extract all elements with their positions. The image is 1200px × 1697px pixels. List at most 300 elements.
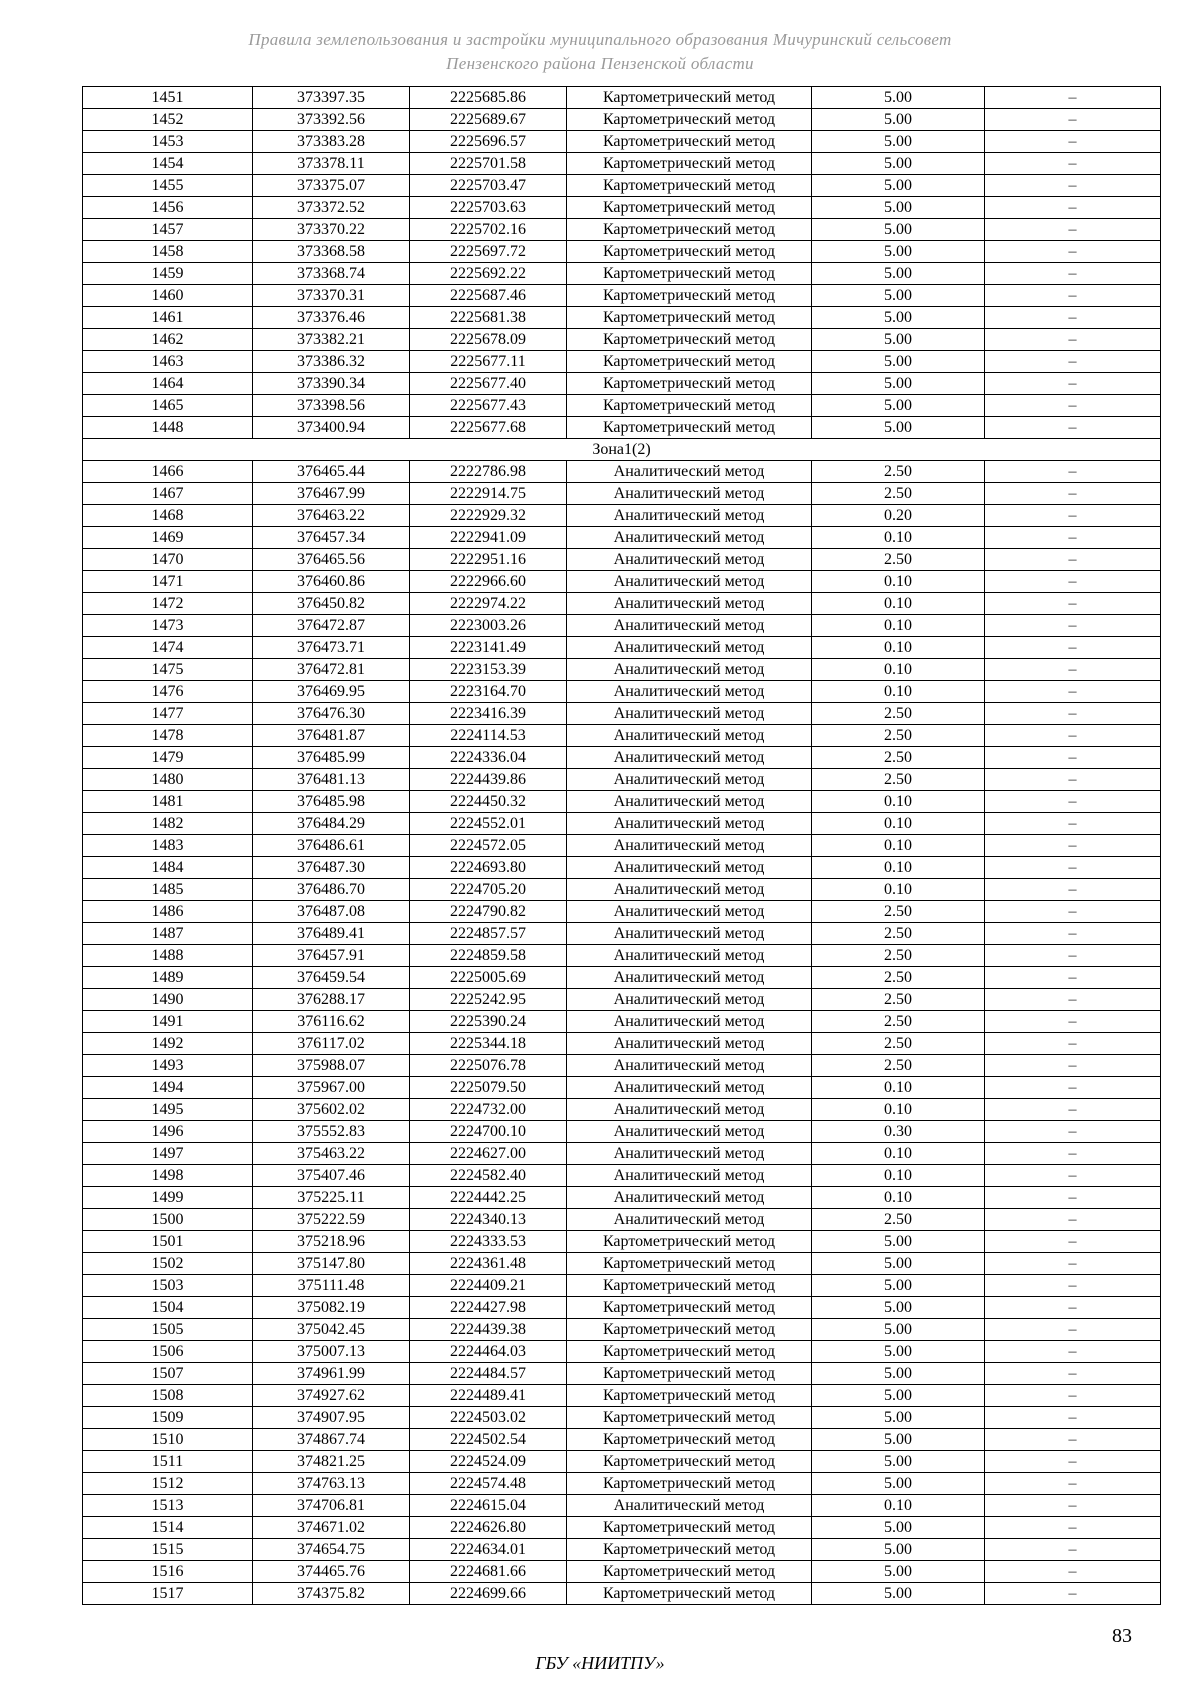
point-number-cell: 1464 (83, 373, 253, 395)
extra-cell: – (985, 1583, 1161, 1605)
precision-cell: 2.50 (812, 483, 985, 505)
y-coordinate-cell: 2225076.78 (410, 1055, 567, 1077)
table-row (83, 461, 1161, 483)
table-row (83, 769, 1161, 791)
x-coordinate-cell: 376467.99 (253, 483, 410, 505)
table-row (83, 1561, 1161, 1583)
y-coordinate-cell: 2225390.24 (410, 1011, 567, 1033)
extra-cell: – (985, 549, 1161, 571)
precision-cell: 5.00 (812, 1539, 985, 1561)
point-number-cell: 1486 (83, 901, 253, 923)
extra-cell: – (985, 461, 1161, 483)
table-row (83, 967, 1161, 989)
method-cell: Картометрический метод (567, 1561, 812, 1583)
table-row (83, 197, 1161, 219)
y-coordinate-cell: 2224574.48 (410, 1473, 567, 1495)
precision-cell: 5.00 (812, 263, 985, 285)
table-row (83, 219, 1161, 241)
y-coordinate-cell: 2224524.09 (410, 1451, 567, 1473)
table-row (83, 153, 1161, 175)
method-cell: Аналитический метод (567, 1055, 812, 1077)
precision-cell: 5.00 (812, 153, 985, 175)
point-number-cell: 1485 (83, 879, 253, 901)
y-coordinate-cell: 2223416.39 (410, 703, 567, 725)
y-coordinate-cell: 2224582.40 (410, 1165, 567, 1187)
point-number-cell: 1471 (83, 571, 253, 593)
x-coordinate-cell: 376465.44 (253, 461, 410, 483)
table-row (83, 945, 1161, 967)
y-coordinate-cell: 2223003.26 (410, 615, 567, 637)
table-row (83, 1055, 1161, 1077)
extra-cell: – (985, 571, 1161, 593)
method-cell: Аналитический метод (567, 813, 812, 835)
table-row (83, 1363, 1161, 1385)
x-coordinate-cell: 375222.59 (253, 1209, 410, 1231)
x-coordinate-cell: 374821.25 (253, 1451, 410, 1473)
extra-cell: – (985, 153, 1161, 175)
y-coordinate-cell: 2225696.57 (410, 131, 567, 153)
table-row (83, 659, 1161, 681)
x-coordinate-cell: 375602.02 (253, 1099, 410, 1121)
x-coordinate-cell: 374907.95 (253, 1407, 410, 1429)
extra-cell: – (985, 681, 1161, 703)
extra-cell: – (985, 593, 1161, 615)
y-coordinate-cell: 2224634.01 (410, 1539, 567, 1561)
method-cell: Аналитический метод (567, 901, 812, 923)
extra-cell: – (985, 373, 1161, 395)
extra-cell: – (985, 263, 1161, 285)
precision-cell: 5.00 (812, 197, 985, 219)
x-coordinate-cell: 374375.82 (253, 1583, 410, 1605)
y-coordinate-cell: 2224442.25 (410, 1187, 567, 1209)
table-row (83, 483, 1161, 505)
table-row (83, 505, 1161, 527)
precision-cell: 2.50 (812, 747, 985, 769)
y-coordinate-cell: 2224464.03 (410, 1341, 567, 1363)
table-row (83, 923, 1161, 945)
point-number-cell: 1499 (83, 1187, 253, 1209)
point-number-cell: 1461 (83, 307, 253, 329)
method-cell: Картометрический метод (567, 1451, 812, 1473)
x-coordinate-cell: 373386.32 (253, 351, 410, 373)
precision-cell: 0.10 (812, 813, 985, 835)
extra-cell: – (985, 1187, 1161, 1209)
x-coordinate-cell: 376472.87 (253, 615, 410, 637)
precision-cell: 2.50 (812, 1209, 985, 1231)
table-row (83, 681, 1161, 703)
extra-cell: – (985, 109, 1161, 131)
extra-cell: – (985, 1297, 1161, 1319)
table-row (83, 1385, 1161, 1407)
x-coordinate-cell: 374465.76 (253, 1561, 410, 1583)
method-cell: Аналитический метод (567, 791, 812, 813)
table-row (83, 527, 1161, 549)
point-number-cell: 1453 (83, 131, 253, 153)
method-cell: Аналитический метод (567, 879, 812, 901)
precision-cell: 5.00 (812, 373, 985, 395)
point-number-cell: 1460 (83, 285, 253, 307)
y-coordinate-cell: 2225678.09 (410, 329, 567, 351)
method-cell: Картометрический метод (567, 1385, 812, 1407)
extra-cell: – (985, 1055, 1161, 1077)
x-coordinate-cell: 376481.87 (253, 725, 410, 747)
precision-cell: 5.00 (812, 1429, 985, 1451)
method-cell: Аналитический метод (567, 1165, 812, 1187)
precision-cell: 2.50 (812, 967, 985, 989)
point-number-cell: 1479 (83, 747, 253, 769)
x-coordinate-cell: 373382.21 (253, 329, 410, 351)
point-number-cell: 1454 (83, 153, 253, 175)
x-coordinate-cell: 373378.11 (253, 153, 410, 175)
method-cell: Картометрический метод (567, 329, 812, 351)
extra-cell: – (985, 1165, 1161, 1187)
extra-cell: – (985, 417, 1161, 439)
y-coordinate-cell: 2222974.22 (410, 593, 567, 615)
x-coordinate-cell: 375967.00 (253, 1077, 410, 1099)
extra-cell: – (985, 1385, 1161, 1407)
method-cell: Аналитический метод (567, 1209, 812, 1231)
table-row (83, 395, 1161, 417)
method-cell: Картометрический метод (567, 417, 812, 439)
method-cell: Аналитический метод (567, 1495, 812, 1517)
method-cell: Картометрический метод (567, 263, 812, 285)
method-cell: Аналитический метод (567, 989, 812, 1011)
point-number-cell: 1488 (83, 945, 253, 967)
extra-cell: – (985, 131, 1161, 153)
x-coordinate-cell: 376459.54 (253, 967, 410, 989)
x-coordinate-cell: 376116.62 (253, 1011, 410, 1033)
extra-cell: – (985, 1429, 1161, 1451)
method-cell: Картометрический метод (567, 1407, 812, 1429)
method-cell: Картометрический метод (567, 197, 812, 219)
y-coordinate-cell: 2224699.66 (410, 1583, 567, 1605)
extra-cell: – (985, 791, 1161, 813)
y-coordinate-cell: 2224615.04 (410, 1495, 567, 1517)
y-coordinate-cell: 2225677.11 (410, 351, 567, 373)
precision-cell: 5.00 (812, 351, 985, 373)
point-number-cell: 1505 (83, 1319, 253, 1341)
extra-cell: – (985, 505, 1161, 527)
precision-cell: 5.00 (812, 1297, 985, 1319)
point-number-cell: 1503 (83, 1275, 253, 1297)
precision-cell: 0.10 (812, 593, 985, 615)
y-coordinate-cell: 2223164.70 (410, 681, 567, 703)
precision-cell: 0.10 (812, 791, 985, 813)
y-coordinate-cell: 2222914.75 (410, 483, 567, 505)
x-coordinate-cell: 376486.61 (253, 835, 410, 857)
y-coordinate-cell: 2225701.58 (410, 153, 567, 175)
point-number-cell: 1476 (83, 681, 253, 703)
y-coordinate-cell: 2222929.32 (410, 505, 567, 527)
table-row (83, 329, 1161, 351)
precision-cell: 0.10 (812, 527, 985, 549)
table-row (83, 1275, 1161, 1297)
x-coordinate-cell: 375007.13 (253, 1341, 410, 1363)
extra-cell: – (985, 1099, 1161, 1121)
x-coordinate-cell: 373392.56 (253, 109, 410, 131)
method-cell: Картометрический метод (567, 1363, 812, 1385)
table-row (83, 1209, 1161, 1231)
y-coordinate-cell: 2224439.38 (410, 1319, 567, 1341)
method-cell: Картометрический метод (567, 1539, 812, 1561)
method-cell: Аналитический метод (567, 637, 812, 659)
y-coordinate-cell: 2224409.21 (410, 1275, 567, 1297)
method-cell: Картометрический метод (567, 1297, 812, 1319)
table-row (83, 1517, 1161, 1539)
precision-cell: 5.00 (812, 285, 985, 307)
method-cell: Картометрический метод (567, 175, 812, 197)
method-cell: Аналитический метод (567, 593, 812, 615)
x-coordinate-cell: 373376.46 (253, 307, 410, 329)
extra-cell: – (985, 307, 1161, 329)
precision-cell: 0.10 (812, 857, 985, 879)
extra-cell: – (985, 1363, 1161, 1385)
point-number-cell: 1501 (83, 1231, 253, 1253)
x-coordinate-cell: 376484.29 (253, 813, 410, 835)
precision-cell: 0.10 (812, 1165, 985, 1187)
x-coordinate-cell: 376485.99 (253, 747, 410, 769)
table-row (83, 1319, 1161, 1341)
x-coordinate-cell: 376485.98 (253, 791, 410, 813)
y-coordinate-cell: 2224333.53 (410, 1231, 567, 1253)
x-coordinate-cell: 373368.74 (253, 263, 410, 285)
extra-cell: – (985, 1407, 1161, 1429)
x-coordinate-cell: 375042.45 (253, 1319, 410, 1341)
method-cell: Аналитический метод (567, 967, 812, 989)
method-cell: Аналитический метод (567, 505, 812, 527)
precision-cell: 0.10 (812, 615, 985, 637)
point-number-cell: 1451 (83, 87, 253, 109)
table-row (83, 637, 1161, 659)
y-coordinate-cell: 2225344.18 (410, 1033, 567, 1055)
method-cell: Картометрический метод (567, 131, 812, 153)
precision-cell: 5.00 (812, 1385, 985, 1407)
method-cell: Аналитический метод (567, 725, 812, 747)
precision-cell: 5.00 (812, 417, 985, 439)
point-number-cell: 1459 (83, 263, 253, 285)
x-coordinate-cell: 373372.52 (253, 197, 410, 219)
method-cell: Аналитический метод (567, 1033, 812, 1055)
extra-cell: – (985, 329, 1161, 351)
table-row (83, 1539, 1161, 1561)
y-coordinate-cell: 2224114.53 (410, 725, 567, 747)
table-row (83, 1121, 1161, 1143)
table-row (83, 1011, 1161, 1033)
point-number-cell: 1470 (83, 549, 253, 571)
extra-cell: – (985, 967, 1161, 989)
precision-cell: 2.50 (812, 461, 985, 483)
extra-cell: – (985, 175, 1161, 197)
extra-cell: – (985, 901, 1161, 923)
extra-cell: – (985, 1077, 1161, 1099)
table-row (83, 901, 1161, 923)
x-coordinate-cell: 374654.75 (253, 1539, 410, 1561)
point-number-cell: 1475 (83, 659, 253, 681)
precision-cell: 0.10 (812, 879, 985, 901)
table-row (83, 1451, 1161, 1473)
precision-cell: 5.00 (812, 241, 985, 263)
x-coordinate-cell: 374961.99 (253, 1363, 410, 1385)
y-coordinate-cell: 2225702.16 (410, 219, 567, 241)
y-coordinate-cell: 2223141.49 (410, 637, 567, 659)
precision-cell: 2.50 (812, 1055, 985, 1077)
point-number-cell: 1496 (83, 1121, 253, 1143)
method-cell: Аналитический метод (567, 571, 812, 593)
table-row (83, 1165, 1161, 1187)
point-number-cell: 1511 (83, 1451, 253, 1473)
point-number-cell: 1482 (83, 813, 253, 835)
x-coordinate-cell: 373368.58 (253, 241, 410, 263)
method-cell: Аналитический метод (567, 769, 812, 791)
precision-cell: 5.00 (812, 1319, 985, 1341)
method-cell: Аналитический метод (567, 835, 812, 857)
x-coordinate-cell: 376288.17 (253, 989, 410, 1011)
table-row (83, 1495, 1161, 1517)
extra-cell: – (985, 351, 1161, 373)
x-coordinate-cell: 374927.62 (253, 1385, 410, 1407)
extra-cell: – (985, 1033, 1161, 1055)
extra-cell: – (985, 1451, 1161, 1473)
table-row (83, 813, 1161, 835)
table-row (83, 725, 1161, 747)
x-coordinate-cell: 376460.86 (253, 571, 410, 593)
table-row (83, 1297, 1161, 1319)
extra-cell: – (985, 87, 1161, 109)
y-coordinate-cell: 2224450.32 (410, 791, 567, 813)
point-number-cell: 1468 (83, 505, 253, 527)
table-row (83, 857, 1161, 879)
point-number-cell: 1455 (83, 175, 253, 197)
extra-cell: – (985, 241, 1161, 263)
point-number-cell: 1458 (83, 241, 253, 263)
extra-cell: – (985, 615, 1161, 637)
extra-cell: – (985, 395, 1161, 417)
point-number-cell: 1490 (83, 989, 253, 1011)
method-cell: Аналитический метод (567, 681, 812, 703)
precision-cell: 2.50 (812, 989, 985, 1011)
precision-cell: 5.00 (812, 1451, 985, 1473)
precision-cell: 5.00 (812, 307, 985, 329)
header-line-2: Пензенского района Пензенской области (446, 54, 754, 73)
extra-cell: – (985, 637, 1161, 659)
x-coordinate-cell: 376472.81 (253, 659, 410, 681)
y-coordinate-cell: 2224681.66 (410, 1561, 567, 1583)
extra-cell: – (985, 1275, 1161, 1297)
extra-cell: – (985, 1561, 1161, 1583)
extra-cell: – (985, 1209, 1161, 1231)
y-coordinate-cell: 2225689.67 (410, 109, 567, 131)
point-number-cell: 1478 (83, 725, 253, 747)
extra-cell: – (985, 857, 1161, 879)
method-cell: Картометрический метод (567, 1275, 812, 1297)
table-row (83, 373, 1161, 395)
x-coordinate-cell: 373390.34 (253, 373, 410, 395)
table-row (83, 1099, 1161, 1121)
extra-cell: – (985, 1231, 1161, 1253)
y-coordinate-cell: 2225703.63 (410, 197, 567, 219)
coordinates-table-body (83, 87, 1161, 1605)
precision-cell: 0.10 (812, 1077, 985, 1099)
x-coordinate-cell: 375147.80 (253, 1253, 410, 1275)
table-row (83, 879, 1161, 901)
method-cell: Аналитический метод (567, 1187, 812, 1209)
method-cell: Аналитический метод (567, 483, 812, 505)
precision-cell: 0.10 (812, 1143, 985, 1165)
point-number-cell: 1516 (83, 1561, 253, 1583)
x-coordinate-cell: 376476.30 (253, 703, 410, 725)
point-number-cell: 1493 (83, 1055, 253, 1077)
x-coordinate-cell: 374706.81 (253, 1495, 410, 1517)
x-coordinate-cell: 373370.31 (253, 285, 410, 307)
extra-cell: – (985, 879, 1161, 901)
precision-cell: 5.00 (812, 1253, 985, 1275)
point-number-cell: 1484 (83, 857, 253, 879)
y-coordinate-cell: 2224489.41 (410, 1385, 567, 1407)
precision-cell: 5.00 (812, 1561, 985, 1583)
precision-cell: 0.20 (812, 505, 985, 527)
extra-cell: – (985, 703, 1161, 725)
point-number-cell: 1474 (83, 637, 253, 659)
precision-cell: 2.50 (812, 945, 985, 967)
precision-cell: 0.10 (812, 571, 985, 593)
header-line-1: Правила землепользования и застройки муниципального образования Мичуринский сельсовет (248, 30, 952, 49)
extra-cell: – (985, 1319, 1161, 1341)
method-cell: Картометрический метод (567, 1319, 812, 1341)
y-coordinate-cell: 2224340.13 (410, 1209, 567, 1231)
point-number-cell: 1515 (83, 1539, 253, 1561)
y-coordinate-cell: 2224503.02 (410, 1407, 567, 1429)
precision-cell: 5.00 (812, 109, 985, 131)
extra-cell: – (985, 813, 1161, 835)
coordinates-table (82, 86, 1161, 1605)
y-coordinate-cell: 2223153.39 (410, 659, 567, 681)
x-coordinate-cell: 373383.28 (253, 131, 410, 153)
x-coordinate-cell: 373370.22 (253, 219, 410, 241)
table-row (83, 791, 1161, 813)
table-row (83, 1407, 1161, 1429)
method-cell: Картометрический метод (567, 87, 812, 109)
method-cell: Картометрический метод (567, 1429, 812, 1451)
y-coordinate-cell: 2224361.48 (410, 1253, 567, 1275)
extra-cell: – (985, 219, 1161, 241)
method-cell: Аналитический метод (567, 1121, 812, 1143)
precision-cell: 2.50 (812, 1033, 985, 1055)
method-cell: Аналитический метод (567, 1011, 812, 1033)
precision-cell: 0.10 (812, 637, 985, 659)
y-coordinate-cell: 2224439.86 (410, 769, 567, 791)
y-coordinate-cell: 2224859.58 (410, 945, 567, 967)
y-coordinate-cell: 2225242.95 (410, 989, 567, 1011)
extra-cell: – (985, 1495, 1161, 1517)
y-coordinate-cell: 2225677.43 (410, 395, 567, 417)
point-number-cell: 1480 (83, 769, 253, 791)
y-coordinate-cell: 2224572.05 (410, 835, 567, 857)
point-number-cell: 1465 (83, 395, 253, 417)
point-number-cell: 1504 (83, 1297, 253, 1319)
precision-cell: 5.00 (812, 1231, 985, 1253)
y-coordinate-cell: 2224732.00 (410, 1099, 567, 1121)
x-coordinate-cell: 375407.46 (253, 1165, 410, 1187)
precision-cell: 0.10 (812, 659, 985, 681)
x-coordinate-cell: 376487.08 (253, 901, 410, 923)
point-number-cell: 1491 (83, 1011, 253, 1033)
table-row (83, 1187, 1161, 1209)
y-coordinate-cell: 2224705.20 (410, 879, 567, 901)
method-cell: Аналитический метод (567, 527, 812, 549)
y-coordinate-cell: 2224484.57 (410, 1363, 567, 1385)
y-coordinate-cell: 2225681.38 (410, 307, 567, 329)
method-cell: Картометрический метод (567, 1517, 812, 1539)
